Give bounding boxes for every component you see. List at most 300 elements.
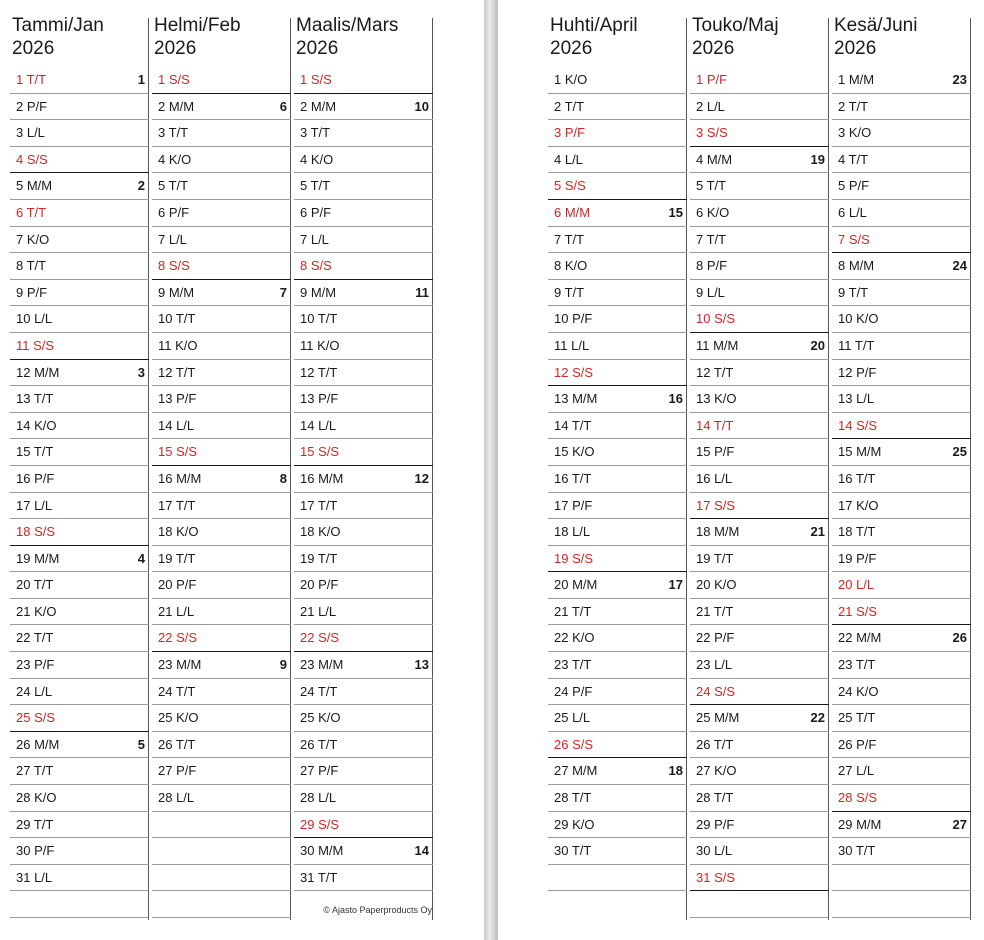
day-label: 3 L/L — [16, 125, 45, 141]
day-row — [548, 94, 687, 121]
day-row — [548, 120, 687, 147]
day-row — [832, 253, 971, 280]
day-label: 15 P/F — [696, 444, 735, 460]
month-title — [692, 14, 826, 60]
day-label: 23 L/L — [696, 657, 733, 673]
day-label: 12 T/T — [696, 364, 734, 380]
day-row — [10, 173, 149, 200]
day-row — [548, 280, 687, 307]
day-row — [152, 253, 291, 280]
day-label: 17 K/O — [838, 497, 879, 513]
day-label: 10 K/O — [838, 311, 879, 327]
day-label: 27 K/O — [696, 763, 737, 779]
day-label: 1 S/S — [158, 72, 190, 87]
day-label: 7 L/L — [300, 231, 329, 247]
week-number: 25 — [952, 444, 967, 460]
day-label: 20 T/T — [16, 577, 54, 593]
day-row — [690, 705, 829, 732]
day-label: 16 M/M — [158, 470, 202, 486]
day-label: 28 L/L — [300, 790, 337, 806]
day-label: 9 M/M — [300, 284, 337, 300]
day-label: 26 P/F — [838, 736, 877, 752]
day-label: 22 P/F — [696, 630, 735, 646]
day-label: 18 S/S — [16, 524, 56, 540]
day-label: 8 M/M — [838, 258, 875, 274]
empty-day-row — [690, 891, 829, 918]
day-label: 4 K/O — [158, 151, 192, 167]
day-row — [294, 466, 433, 493]
day-row — [548, 812, 687, 839]
day-label: 21 T/T — [696, 603, 734, 619]
month-title — [154, 14, 288, 60]
month-title — [296, 14, 430, 60]
day-row — [294, 625, 433, 652]
day-label: 11 K/O — [158, 337, 198, 353]
day-row — [152, 200, 291, 227]
day-label: 11 L/L — [554, 337, 590, 353]
day-row — [10, 812, 149, 839]
day-row — [294, 865, 433, 892]
day-row — [690, 812, 829, 839]
day-row — [832, 333, 971, 360]
day-label: 23 M/M — [158, 657, 202, 673]
day-label: 4 S/S — [16, 151, 48, 167]
day-label: 2 P/F — [16, 98, 48, 114]
day-label: 28 S/S — [838, 790, 878, 806]
day-row — [294, 413, 433, 440]
day-row — [152, 94, 291, 121]
day-row — [548, 785, 687, 812]
day-row — [690, 200, 829, 227]
day-row — [10, 306, 149, 333]
month-title — [12, 14, 146, 60]
week-number: 18 — [668, 763, 683, 779]
day-row — [10, 439, 149, 466]
day-row — [10, 120, 149, 147]
day-label: 28 L/L — [158, 790, 195, 806]
week-number: 16 — [668, 391, 683, 407]
day-label: 6 P/F — [300, 204, 332, 220]
day-label: 10 T/T — [300, 311, 338, 327]
day-label: 10 S/S — [696, 311, 736, 327]
week-number: 2 — [137, 178, 145, 194]
day-label: 22 S/S — [158, 630, 198, 646]
day-list — [548, 67, 688, 891]
day-label: 30 L/L — [696, 843, 733, 859]
day-label: 14 L/L — [300, 417, 337, 433]
day-list — [152, 67, 292, 918]
day-label: 8 K/O — [554, 258, 588, 274]
day-label: 13 T/T — [16, 391, 54, 407]
day-row — [832, 200, 971, 227]
day-label: 18 T/T — [838, 524, 876, 540]
day-label: 19 M/M — [16, 550, 60, 566]
day-label: 30 T/T — [838, 843, 876, 859]
day-label: 6 K/O — [696, 204, 730, 220]
day-row — [152, 572, 291, 599]
day-row — [152, 333, 291, 360]
day-row — [294, 67, 433, 94]
week-number: 23 — [952, 72, 967, 87]
week-number: 9 — [279, 657, 287, 673]
day-row — [832, 227, 971, 254]
day-label: 16 T/T — [554, 470, 592, 486]
day-row — [548, 413, 687, 440]
week-number: 1 — [137, 72, 145, 87]
day-label: 21 T/T — [554, 603, 592, 619]
day-row — [832, 67, 971, 94]
day-row — [690, 253, 829, 280]
day-label: 24 P/F — [554, 683, 593, 699]
day-label: 6 L/L — [838, 204, 867, 220]
day-row — [832, 280, 971, 307]
day-row — [548, 838, 687, 865]
day-label: 21 K/O — [16, 603, 57, 619]
day-label: 29 T/T — [16, 816, 54, 832]
day-row — [548, 679, 687, 706]
day-label: 11 K/O — [300, 337, 340, 353]
day-label: 25 M/M — [696, 710, 740, 726]
week-number: 8 — [279, 470, 287, 486]
day-row — [294, 120, 433, 147]
day-row — [548, 67, 687, 94]
day-label: 2 L/L — [696, 98, 725, 114]
day-label: 22 S/S — [300, 630, 340, 646]
day-label: 12 T/T — [158, 364, 196, 380]
day-label: 6 M/M — [554, 204, 591, 220]
day-row — [294, 306, 433, 333]
month-name: Helmi/Feb — [154, 15, 241, 36]
empty-day-row — [10, 891, 149, 918]
week-number: 19 — [810, 151, 825, 167]
month-title — [550, 14, 684, 60]
day-label: 16 M/M — [300, 470, 344, 486]
day-label: 29 S/S — [300, 816, 340, 832]
day-label: 30 T/T — [554, 843, 592, 859]
day-label: 8 S/S — [158, 258, 190, 274]
day-row — [832, 625, 971, 652]
day-row — [10, 386, 149, 413]
day-label: 8 P/F — [696, 258, 728, 274]
day-row — [10, 705, 149, 732]
day-label: 9 L/L — [696, 284, 725, 300]
day-label: 17 L/L — [16, 497, 53, 513]
day-label: 6 P/F — [158, 204, 190, 220]
day-label: 4 L/L — [554, 151, 583, 167]
day-row — [10, 200, 149, 227]
day-row — [294, 253, 433, 280]
day-label: 7 T/T — [696, 231, 727, 247]
day-label: 8 T/T — [16, 258, 47, 274]
day-label: 25 T/T — [838, 710, 876, 726]
day-label: 19 T/T — [158, 550, 196, 566]
day-label: 21 L/L — [300, 603, 337, 619]
day-row — [690, 227, 829, 254]
day-label: 21 S/S — [838, 603, 878, 619]
day-label: 14 T/T — [554, 417, 592, 433]
week-number: 14 — [414, 843, 429, 859]
day-row — [690, 413, 829, 440]
day-label: 27 M/M — [554, 763, 598, 779]
day-row — [548, 732, 687, 759]
day-label: 18 L/L — [554, 524, 591, 540]
day-label: 7 S/S — [838, 231, 870, 247]
day-row — [548, 200, 687, 227]
day-row — [294, 785, 433, 812]
day-label: 9 P/F — [16, 284, 48, 300]
day-label: 5 T/T — [696, 178, 727, 194]
day-row — [294, 546, 433, 573]
day-label: 18 K/O — [158, 524, 199, 540]
day-row — [690, 280, 829, 307]
day-label: 11 M/M — [696, 337, 739, 353]
day-label: 25 K/O — [158, 710, 199, 726]
day-row — [10, 652, 149, 679]
day-row — [294, 200, 433, 227]
day-label: 2 T/T — [554, 98, 585, 114]
day-label: 21 L/L — [158, 603, 195, 619]
day-row — [152, 173, 291, 200]
day-label: 7 K/O — [16, 231, 50, 247]
day-row — [294, 173, 433, 200]
day-label: 20 L/L — [838, 577, 875, 593]
day-label: 12 S/S — [554, 364, 594, 380]
day-row — [10, 147, 149, 174]
day-row — [152, 306, 291, 333]
day-row — [294, 94, 433, 121]
day-row — [832, 785, 971, 812]
week-number: 26 — [952, 630, 967, 646]
day-label: 17 P/F — [554, 497, 593, 513]
day-label: 18 K/O — [300, 524, 341, 540]
day-label: 24 S/S — [696, 683, 736, 699]
day-row — [832, 838, 971, 865]
copyright-notice: © Ajasto Paperproducts Oy — [323, 905, 432, 915]
day-label: 14 T/T — [696, 417, 734, 433]
day-row — [152, 546, 291, 573]
day-row — [548, 360, 687, 387]
day-row — [294, 493, 433, 520]
day-label: 5 T/T — [300, 178, 331, 194]
day-label: 22 M/M — [838, 630, 882, 646]
day-row — [10, 599, 149, 626]
day-label: 19 T/T — [696, 550, 734, 566]
day-row — [690, 94, 829, 121]
week-number: 27 — [952, 816, 967, 832]
day-row — [548, 705, 687, 732]
day-label: 13 P/F — [300, 391, 339, 407]
day-label: 3 T/T — [300, 125, 331, 141]
day-label: 6 T/T — [16, 204, 47, 220]
day-row — [10, 625, 149, 652]
day-row — [548, 572, 687, 599]
day-row — [832, 466, 971, 493]
day-row — [10, 546, 149, 573]
month-year: 2026 — [834, 38, 877, 59]
day-row — [832, 439, 971, 466]
day-row — [294, 732, 433, 759]
day-label: 23 M/M — [300, 657, 344, 673]
day-label: 23 T/T — [838, 657, 876, 673]
day-label: 15 S/S — [158, 444, 198, 460]
day-row — [10, 865, 149, 892]
day-label: 19 T/T — [300, 550, 338, 566]
day-label: 13 K/O — [696, 391, 737, 407]
day-row — [294, 599, 433, 626]
day-label: 31 S/S — [696, 869, 736, 885]
month-name: Touko/Maj — [692, 15, 779, 36]
day-row — [690, 493, 829, 520]
day-row — [152, 386, 291, 413]
day-row — [832, 519, 971, 546]
day-row — [690, 439, 829, 466]
day-row — [10, 679, 149, 706]
day-row — [832, 94, 971, 121]
day-row — [10, 94, 149, 121]
day-row — [152, 679, 291, 706]
day-label: 13 P/F — [158, 391, 197, 407]
day-row — [832, 120, 971, 147]
day-label: 14 L/L — [158, 417, 195, 433]
day-row — [548, 306, 687, 333]
day-row — [548, 386, 687, 413]
month-year: 2026 — [154, 38, 197, 59]
day-label: 15 T/T — [16, 444, 54, 460]
day-label: 3 P/F — [554, 125, 586, 141]
week-number: 11 — [415, 284, 429, 300]
day-row — [294, 572, 433, 599]
week-number: 12 — [414, 470, 429, 486]
day-label: 9 T/T — [554, 284, 585, 300]
day-row — [832, 705, 971, 732]
day-row — [832, 652, 971, 679]
day-row — [832, 546, 971, 573]
day-label: 22 K/O — [554, 630, 595, 646]
day-label: 5 T/T — [158, 178, 189, 194]
day-label: 24 K/O — [838, 683, 879, 699]
day-row — [152, 599, 291, 626]
empty-day-row — [152, 891, 291, 918]
day-label: 24 T/T — [300, 683, 338, 699]
day-row — [832, 493, 971, 520]
day-label: 2 T/T — [838, 98, 869, 114]
week-number: 7 — [279, 284, 287, 300]
day-row — [548, 147, 687, 174]
day-label: 25 L/L — [554, 710, 591, 726]
day-label: 11 S/S — [16, 337, 55, 353]
day-row — [294, 679, 433, 706]
day-row — [152, 732, 291, 759]
day-row — [152, 625, 291, 652]
empty-day-row — [152, 812, 291, 839]
day-label: 16 T/T — [838, 470, 876, 486]
day-label: 13 M/M — [554, 391, 598, 407]
day-label: 11 T/T — [838, 337, 875, 353]
day-row — [690, 838, 829, 865]
day-row — [294, 652, 433, 679]
day-label: 7 T/T — [554, 231, 585, 247]
day-label: 4 M/M — [696, 151, 733, 167]
day-row — [152, 280, 291, 307]
day-row — [690, 785, 829, 812]
day-label: 23 P/F — [16, 657, 55, 673]
day-row — [832, 572, 971, 599]
day-row — [10, 785, 149, 812]
day-row — [548, 173, 687, 200]
day-row — [152, 758, 291, 785]
day-row — [152, 705, 291, 732]
day-row — [690, 120, 829, 147]
day-row — [548, 599, 687, 626]
day-row — [548, 758, 687, 785]
day-row — [690, 546, 829, 573]
day-row — [152, 493, 291, 520]
day-row — [832, 679, 971, 706]
day-row — [690, 147, 829, 174]
day-row — [690, 173, 829, 200]
month-name: Kesä/Juni — [834, 15, 918, 36]
day-label: 10 P/F — [554, 311, 593, 327]
month-title — [834, 14, 968, 60]
day-label: 5 P/F — [838, 178, 870, 194]
day-row — [548, 439, 687, 466]
day-row — [690, 625, 829, 652]
day-row — [10, 280, 149, 307]
week-number: 21 — [810, 524, 825, 540]
day-label: 26 T/T — [696, 736, 734, 752]
day-label: 10 L/L — [16, 311, 53, 327]
day-label: 12 P/F — [838, 364, 877, 380]
day-row — [548, 625, 687, 652]
day-label: 14 K/O — [16, 417, 57, 433]
week-number: 20 — [810, 337, 825, 353]
day-label: 9 M/M — [158, 284, 195, 300]
day-row — [10, 519, 149, 546]
day-list — [690, 67, 830, 918]
day-label: 1 M/M — [838, 72, 875, 87]
day-row — [832, 413, 971, 440]
day-label: 15 M/M — [838, 444, 882, 460]
day-label: 29 P/F — [696, 816, 735, 832]
day-label: 16 L/L — [696, 470, 733, 486]
day-row — [10, 838, 149, 865]
day-row — [294, 812, 433, 839]
day-list — [10, 67, 150, 918]
day-row — [832, 812, 971, 839]
day-row — [152, 147, 291, 174]
day-row — [690, 599, 829, 626]
empty-day-row — [152, 865, 291, 892]
week-number: 13 — [414, 657, 429, 673]
day-row — [10, 493, 149, 520]
day-label: 13 L/L — [838, 391, 875, 407]
day-label: 27 L/L — [838, 763, 875, 779]
month-name: Huhti/April — [550, 15, 638, 36]
week-number: 10 — [414, 98, 429, 114]
day-row — [548, 546, 687, 573]
day-row — [152, 652, 291, 679]
day-row — [690, 732, 829, 759]
day-row — [548, 652, 687, 679]
day-label: 30 P/F — [16, 843, 55, 859]
day-row — [548, 227, 687, 254]
day-row — [690, 67, 829, 94]
day-row — [832, 147, 971, 174]
month-year: 2026 — [692, 38, 735, 59]
day-label: 2 M/M — [158, 98, 195, 114]
day-label: 3 K/O — [838, 125, 872, 141]
book-spine — [484, 0, 498, 940]
